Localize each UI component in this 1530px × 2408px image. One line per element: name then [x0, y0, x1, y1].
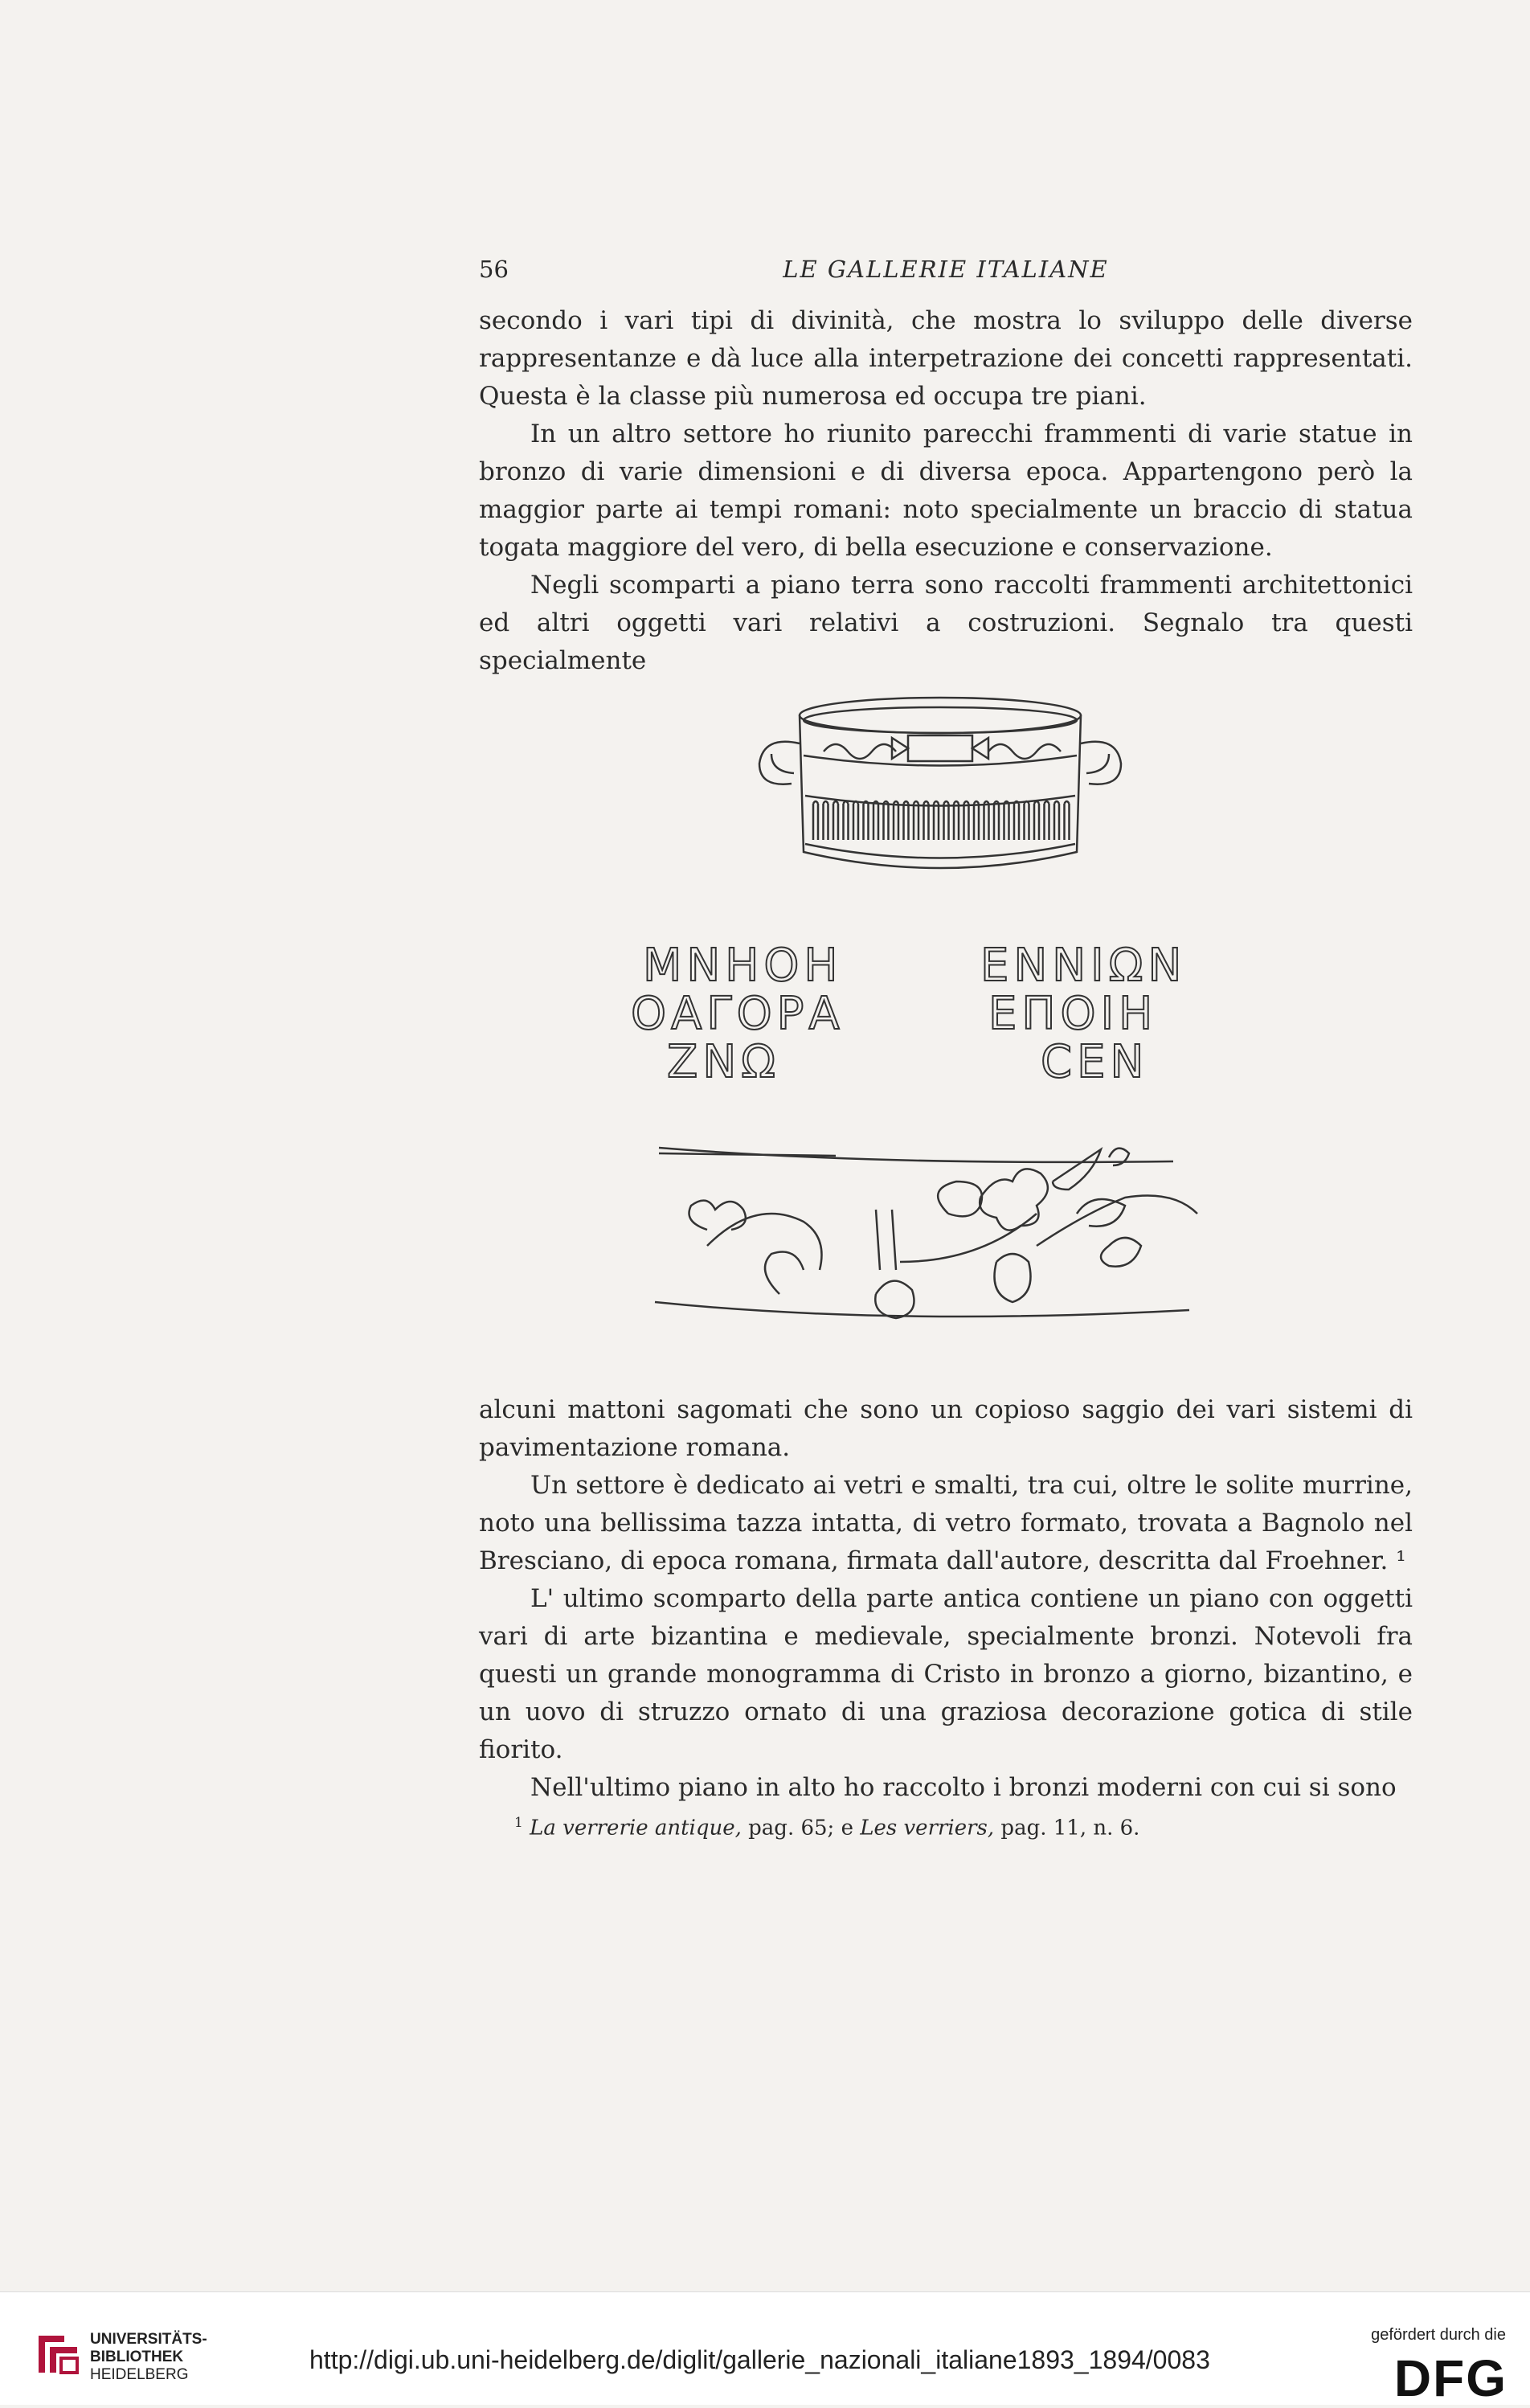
footnote-title: Les verriers, — [860, 1816, 995, 1841]
footnote-mark: 1 — [514, 1815, 523, 1831]
cup-illustration — [611, 683, 1238, 1342]
running-title: LE GALLERIE ITALIANE — [783, 256, 1109, 283]
library-name-line: UNIVERSITÄTS- — [90, 2331, 207, 2348]
cup-flute — [884, 801, 889, 840]
paragraph: In un altro settore ho riunito parecchi frammenti di varie statue in bronzo di varie dimensioni e di diversa epoca. Appartengono però la maggior parte ai tempi romani: noto specialmente un braccio di statua togata maggiore del vero, di bella esecuzione e conservazione. — [479, 420, 1413, 562]
inscription-line: CΕΝ — [1041, 1036, 1149, 1088]
inscription-line: ΕΝΝΙΩΝ — [980, 940, 1187, 992]
cup-flute — [964, 801, 969, 840]
cup-flute — [944, 801, 949, 840]
library-name-line: BIBLIOTHEK — [90, 2349, 184, 2365]
paragraph: secondo i vari tipi di divinità, che mostra lo sviluppo delle diverse rappresentanze e dà luce alla interpetrazione dei concetti rappresentati. Questa è la classe più numerosa ed occupa tre piani. — [479, 306, 1413, 411]
inscription-line: ΟΑΓΟΡΑ — [631, 988, 845, 1040]
cup-flute — [1025, 801, 1029, 840]
inscription-line: ΖΝΩ — [667, 1036, 781, 1088]
document-url-link[interactable]: http://digi.ub.uni-heidelberg.de/diglit/gallerie_nazionali_italiane1893_1894/0083 — [309, 2345, 1210, 2374]
paragraph: Nell'ultimo piano in alto ho raccolto i bronzi moderni con cui si sono — [530, 1773, 1397, 1802]
cup-flute — [844, 801, 849, 840]
cup-flute — [813, 801, 818, 840]
cup-flute — [924, 801, 929, 840]
paragraph: Un settore è dedicato ai vetri e smalti, tra cui, oltre le solite murrine, noto una bellissima tazza intatta, di vetro formato, trovata a Bagnolo nel Bresciano, di epoca romana, firmata dall'autore, descritta dal Froehner. ¹ — [479, 1471, 1413, 1575]
library-name — [90, 2331, 207, 2384]
cup-flute — [853, 801, 858, 840]
cup-flute — [1014, 801, 1019, 840]
dfg-logo: DFG — [1393, 2349, 1508, 2407]
cup-flute — [954, 801, 959, 840]
footnote-text: pag. 65; e — [741, 1816, 861, 1841]
cup-flute — [1034, 801, 1039, 840]
footnote — [514, 1815, 1398, 1841]
vine-frieze — [655, 1148, 1197, 1318]
cup-flute — [1065, 801, 1070, 840]
cup-flute — [934, 801, 939, 840]
cup-flute — [994, 801, 999, 840]
cup-flute — [833, 801, 838, 840]
funding-caption: gefördert durch die — [1371, 2326, 1506, 2344]
cup-flute — [894, 801, 898, 840]
inscription-line: ΜΝΗΟΗ — [643, 940, 843, 992]
inscription-right — [980, 940, 1186, 1088]
footnote-title: La verrerie antique, — [530, 1816, 742, 1841]
inscription-line: ΕΠΟΙΗ — [988, 988, 1158, 1040]
cup-flute — [873, 801, 878, 840]
cup-flute — [1045, 801, 1049, 840]
cup-flute — [1004, 801, 1009, 840]
cup-flute — [974, 801, 979, 840]
paragraph: Negli scomparti a piano terra sono raccolti frammenti architettonici ed altri oggetti vari relativi a costruzioni. Segnalo tra questi specialmente — [479, 571, 1413, 675]
inscription-left — [631, 940, 845, 1088]
viewer-footer — [0, 2291, 1530, 2405]
cup-flute — [984, 801, 989, 840]
library-logo-icon — [32, 2328, 84, 2379]
cup-drawing — [611, 683, 1238, 1342]
page-header — [479, 256, 1413, 296]
library-name-line: HEIDELBERG — [90, 2366, 189, 2383]
paragraph: alcuni mattoni sagomati che sono un copioso saggio dei vari sistemi di pavimentazione romana. — [479, 1395, 1413, 1462]
cup-flute — [914, 801, 918, 840]
cup-flute — [904, 801, 909, 840]
body-text-top — [479, 302, 1413, 680]
page-number: 56 — [479, 256, 509, 283]
cup-flute — [864, 801, 869, 840]
cup-flute — [1054, 801, 1059, 840]
paragraph: L' ultimo scomparto della parte antica contiene un piano con oggetti vari di arte bizantina e medievale, specialmente bronzi. Notevoli fra questi un grande monogramma di Cristo in bronzo a giorno, bizantino, e un uovo di struzzo ornato di una graziosa decorazione gotica di stile fiorito. — [479, 1584, 1413, 1764]
footnote-text: pag. 11, n. 6. — [994, 1816, 1140, 1841]
cup-flute — [824, 801, 828, 840]
body-text-bottom — [479, 1391, 1413, 1807]
